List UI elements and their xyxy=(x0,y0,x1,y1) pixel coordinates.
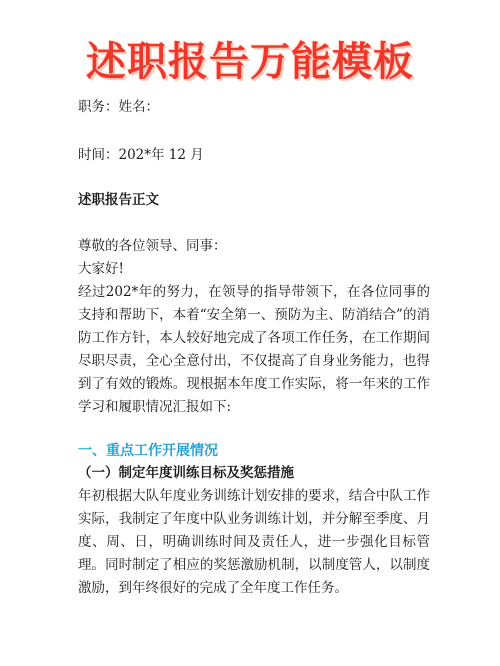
position-name-line: 职务：姓名： xyxy=(78,99,159,115)
section-heading: 一、重点工作开展情况 xyxy=(78,443,218,459)
intro-paragraph: 经过202*年的努力，在领导的指导带领下，在各位同事的支持和帮助下，本着“安全第一、预防为主、防消结合”的消防工作方针，本人较好地完成了各项工作任务，在工作期间尽职尽责，全心全意付出，不仅提高了自身业务能力，也得到了有效的锻炼。现根据本年度工作实际，将一年来的工作学习和履职情况汇报如下: xyxy=(78,284,430,415)
report-heading: 述职报告正文 xyxy=(78,192,159,208)
greeting: 大家好! xyxy=(78,261,124,277)
time-line: 时间：202*年 12 月 xyxy=(78,147,204,163)
sub-heading: （一）制定年度训练目标及奖惩措施 xyxy=(78,465,294,481)
section-paragraph: 年初根据大队年度业务训练计划安排的要求，结合中队工作实际，我制定了年度中队业务训练计划，并分解至季度、月度、周、日，明确训练时间及责任人，进一步强化目标管理。同时制定了相应的奖惩激励机制，以制度管人，以制度激励，到年终很好的完成了全年度工作任务。 xyxy=(78,488,430,596)
salutation: 尊敬的各位领导、同事： xyxy=(78,238,227,254)
document-title: 述职报告万能模板 xyxy=(86,39,414,85)
